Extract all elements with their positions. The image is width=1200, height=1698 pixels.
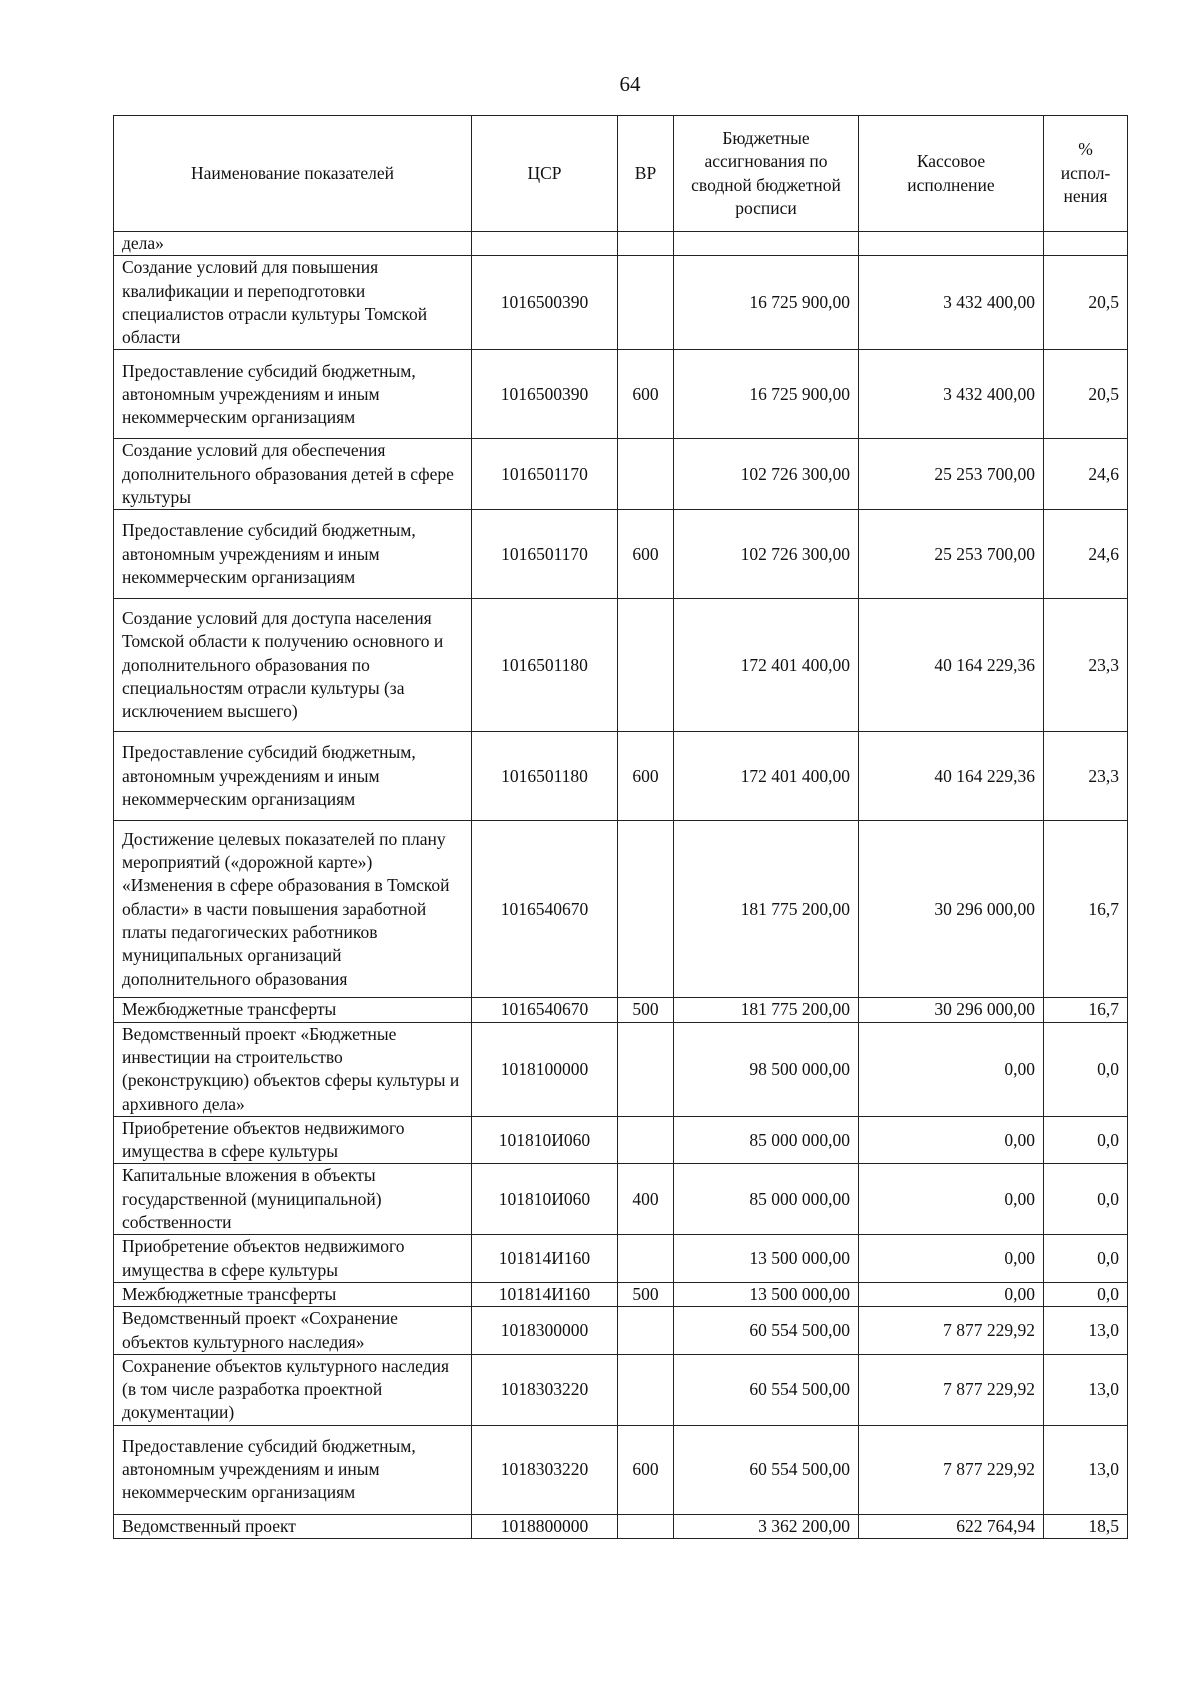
budget-table [113,115,1128,1539]
cell-name: дела» [114,232,472,256]
cell-pct [1044,232,1128,256]
cell-vr [618,1307,674,1355]
cell-pct: 0,0 [1044,1164,1128,1235]
cell-csr: 1016501170 [472,439,618,510]
cell-pct: 24,6 [1044,439,1128,510]
cell-exec: 25 253 700,00 [859,510,1044,599]
table-body [114,232,1128,1539]
cell-assign: 60 554 500,00 [674,1425,859,1514]
cell-exec: 40 164 229,36 [859,732,1044,821]
cell-name: Межбюджетные трансферты [114,998,472,1022]
header-csr: ЦСР [472,116,618,232]
cell-exec: 0,00 [859,1022,1044,1116]
cell-pct: 13,0 [1044,1354,1128,1425]
table-row [114,821,1128,998]
cell-name: Приобретение объектов недвижимого имущества в сфере культуры [114,1116,472,1164]
cell-assign: 13 500 000,00 [674,1235,859,1283]
cell-vr [618,1514,674,1538]
cell-exec: 3 432 400,00 [859,256,1044,350]
cell-exec: 7 877 229,92 [859,1425,1044,1514]
cell-assign: 16 725 900,00 [674,350,859,439]
cell-vr: 600 [618,350,674,439]
cell-vr: 600 [618,732,674,821]
cell-name: Предоставление субсидий бюджетным, автономным учреждениям и иным некоммерческим организациям [114,732,472,821]
cell-pct: 0,0 [1044,1116,1128,1164]
cell-pct: 23,3 [1044,599,1128,732]
cell-csr: 1016501180 [472,599,618,732]
cell-name: Предоставление субсидий бюджетным, автономным учреждениям и иным некоммерческим организациям [114,350,472,439]
table-row [114,1514,1128,1538]
cell-exec: 622 764,94 [859,1514,1044,1538]
header-pct: % испол-нения [1044,116,1128,232]
cell-name: Капитальные вложения в объекты государственной (муниципальной) собственности [114,1164,472,1235]
cell-csr: 1018303220 [472,1425,618,1514]
cell-pct: 16,7 [1044,821,1128,998]
cell-vr [618,821,674,998]
cell-exec: 0,00 [859,1164,1044,1235]
cell-exec: 0,00 [859,1282,1044,1306]
table-row [114,1116,1128,1164]
cell-pct: 13,0 [1044,1425,1128,1514]
table-row [114,510,1128,599]
cell-csr: 1016540670 [472,821,618,998]
cell-assign: 13 500 000,00 [674,1282,859,1306]
cell-assign: 60 554 500,00 [674,1354,859,1425]
cell-pct: 24,6 [1044,510,1128,599]
cell-assign: 85 000 000,00 [674,1164,859,1235]
cell-pct: 20,5 [1044,350,1128,439]
cell-csr: 101814И160 [472,1282,618,1306]
cell-exec: 40 164 229,36 [859,599,1044,732]
cell-pct: 20,5 [1044,256,1128,350]
cell-pct: 13,0 [1044,1307,1128,1355]
cell-pct: 18,5 [1044,1514,1128,1538]
cell-csr: 101814И160 [472,1235,618,1283]
cell-exec: 0,00 [859,1116,1044,1164]
cell-csr: 1016501180 [472,732,618,821]
cell-csr: 101810И060 [472,1116,618,1164]
cell-csr: 1018100000 [472,1022,618,1116]
table-row [114,256,1128,350]
cell-vr [618,232,674,256]
cell-csr: 1016500390 [472,256,618,350]
cell-pct: 23,3 [1044,732,1128,821]
table-row [114,439,1128,510]
cell-assign: 98 500 000,00 [674,1022,859,1116]
cell-assign [674,232,859,256]
cell-vr [618,1354,674,1425]
table-header-row [114,116,1128,232]
page-number: 64 [619,72,641,96]
cell-exec: 7 877 229,92 [859,1354,1044,1425]
cell-exec: 30 296 000,00 [859,998,1044,1022]
table-row [114,350,1128,439]
cell-exec [859,232,1044,256]
cell-csr: 1018800000 [472,1514,618,1538]
table-row [114,998,1128,1022]
cell-name: Сохранение объектов культурного наследия (в том числе разработка проектной документации) [114,1354,472,1425]
cell-name: Межбюджетные трансферты [114,1282,472,1306]
table-row [114,1307,1128,1355]
cell-name: Предоставление субсидий бюджетным, автономным учреждениям и иным некоммерческим организациям [114,510,472,599]
cell-vr [618,1235,674,1283]
cell-csr: 1016500390 [472,350,618,439]
header-vr: ВР [618,116,674,232]
cell-exec: 25 253 700,00 [859,439,1044,510]
cell-assign: 60 554 500,00 [674,1307,859,1355]
cell-name: Достижение целевых показателей по плану мероприятий («дорожной карте») «Изменения в сфере образования в Томской области» в части повышения заработной платы педагогических работников муниципальных организаций дополнительного образования [114,821,472,998]
cell-assign: 181 775 200,00 [674,998,859,1022]
cell-csr: 1018303220 [472,1354,618,1425]
cell-pct: 0,0 [1044,1022,1128,1116]
header-assign: Бюджетные ассигнования по сводной бюджетной росписи [674,116,859,232]
table-row [114,232,1128,256]
cell-vr [618,439,674,510]
cell-vr: 400 [618,1164,674,1235]
table-row [114,1354,1128,1425]
cell-csr: 1016540670 [472,998,618,1022]
cell-assign: 85 000 000,00 [674,1116,859,1164]
cell-exec: 0,00 [859,1235,1044,1283]
cell-assign: 16 725 900,00 [674,256,859,350]
cell-vr: 600 [618,510,674,599]
cell-vr [618,1116,674,1164]
cell-assign: 3 362 200,00 [674,1514,859,1538]
cell-vr: 500 [618,1282,674,1306]
cell-assign: 172 401 400,00 [674,599,859,732]
cell-vr [618,599,674,732]
cell-pct: 16,7 [1044,998,1128,1022]
cell-vr [618,256,674,350]
header-exec: Кассовое исполнение [859,116,1044,232]
cell-vr: 600 [618,1425,674,1514]
cell-assign: 102 726 300,00 [674,439,859,510]
table-row [114,1235,1128,1283]
cell-assign: 102 726 300,00 [674,510,859,599]
cell-name: Ведомственный проект «Бюджетные инвестиции на строительство (реконструкцию) объектов сферы культуры и архивного дела» [114,1022,472,1116]
cell-csr: 101810И060 [472,1164,618,1235]
table-row [114,1282,1128,1306]
cell-vr [618,1022,674,1116]
cell-csr: 1016501170 [472,510,618,599]
table-row [114,599,1128,732]
cell-name: Создание условий для повышения квалификации и переподготовки специалистов отрасли культуры Томской области [114,256,472,350]
table-row [114,1425,1128,1514]
cell-name: Создание условий для обеспечения дополнительного образования детей в сфере культуры [114,439,472,510]
cell-assign: 181 775 200,00 [674,821,859,998]
table-row [114,732,1128,821]
cell-csr [472,232,618,256]
table-row [114,1022,1128,1116]
cell-exec: 7 877 229,92 [859,1307,1044,1355]
table-row [114,1164,1128,1235]
cell-name: Создание условий для доступа населения Томской области к получению основного и дополнительного образования по специальностям отрасли культуры (за исключением высшего) [114,599,472,732]
cell-name: Ведомственный проект [114,1514,472,1538]
header-name: Наименование показателей [114,116,472,232]
cell-vr: 500 [618,998,674,1022]
cell-name: Приобретение объектов недвижимого имущества в сфере культуры [114,1235,472,1283]
cell-csr: 1018300000 [472,1307,618,1355]
cell-pct: 0,0 [1044,1235,1128,1283]
cell-name: Предоставление субсидий бюджетным, автономным учреждениям и иным некоммерческим организациям [114,1425,472,1514]
cell-pct: 0,0 [1044,1282,1128,1306]
cell-assign: 172 401 400,00 [674,732,859,821]
cell-name: Ведомственный проект «Сохранение объектов культурного наследия» [114,1307,472,1355]
cell-exec: 3 432 400,00 [859,350,1044,439]
cell-exec: 30 296 000,00 [859,821,1044,998]
